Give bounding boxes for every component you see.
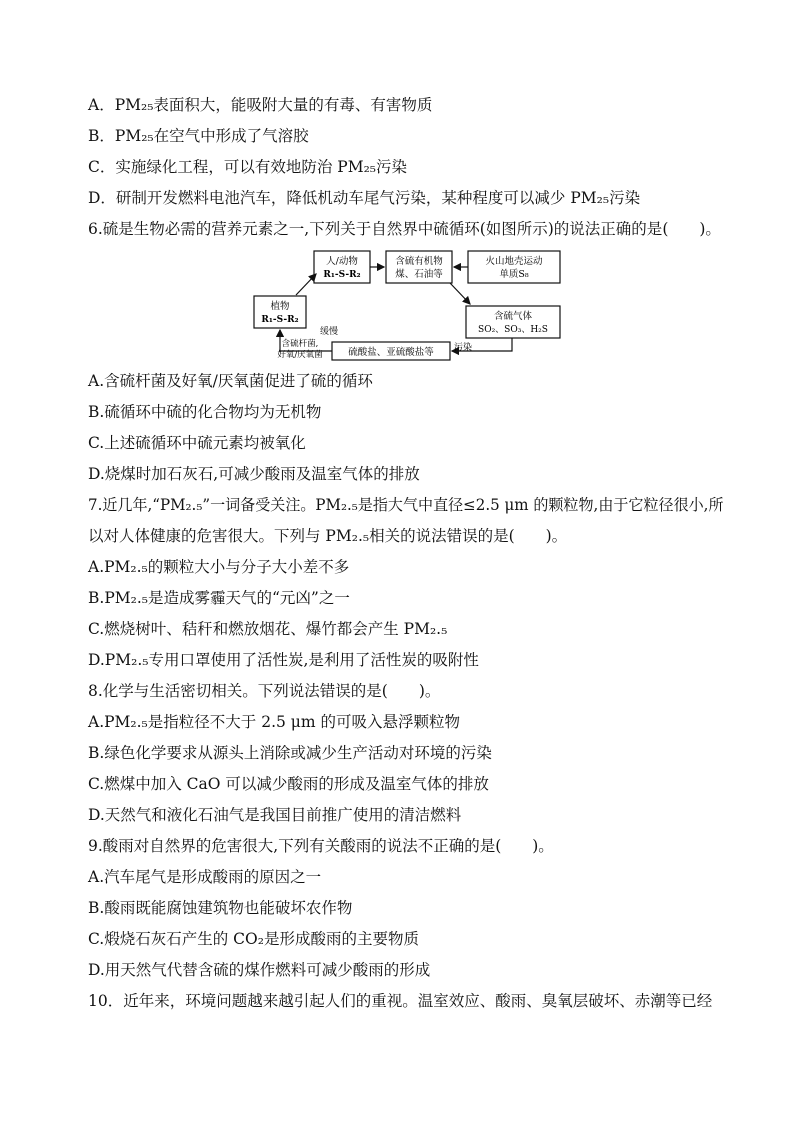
label-salt: 硫酸盐、亚硫酸盐等 xyxy=(348,347,434,358)
option-b-q5: B．PM₂₅在空气中形成了气溶胶 xyxy=(88,127,309,145)
option-b-q6: B.硫循环中硫的化合物均为无机物 xyxy=(88,403,322,421)
label-pollution: 污染 xyxy=(454,343,473,353)
label-plant-2: R₁-S-R₂ xyxy=(261,315,299,325)
option-c-q8: C.燃煤中加入 CaO 可以减少酸雨的形成及温室气体的排放 xyxy=(88,775,489,793)
option-a-q7: A.PM₂.₅的颗粒大小与分子大小差不多 xyxy=(88,558,350,576)
option-d-q8: D.天然气和液化石油气是我国目前推广使用的清洁燃料 xyxy=(88,806,462,824)
label-organic-1: 含硫有机物 xyxy=(395,256,443,267)
label-animal-2: R₁-S-R₂ xyxy=(323,270,361,280)
option-c-q5: C．实施绿化工程，可以有效地防治 PM₂₅污染 xyxy=(88,158,408,176)
question-10-stem: 10．近年来，环境问题越来越引起人们的重视。温室效应、酸雨、臭氧层破坏、赤潮等已经 xyxy=(88,992,713,1010)
option-b-q7: B.PM₂.₅是造成雾霾天气的“元凶”之一 xyxy=(88,589,350,607)
option-d-q9: D.用天然气代替含硫的煤作燃料可减少酸雨的形成 xyxy=(88,961,431,979)
label-slow: 缓慢 xyxy=(320,327,339,337)
option-c-q6: C.上述硫循环中硫元素均被氧化 xyxy=(88,434,306,452)
label-volcano-1: 火山地壳运动 xyxy=(485,256,543,267)
question-7-stem-2: 以对人体健康的危害很大。下列与 PM₂.₅相关的说法错误的是( )。 xyxy=(88,527,568,545)
question-8-stem: 8.化学与生活密切相关。下列说法错误的是( )。 xyxy=(88,682,441,700)
label-bacteria-2: 好氧/厌氧菌 xyxy=(277,350,323,360)
option-a-q5: A．PM₂₅表面积大，能吸附大量的有毒、有害物质 xyxy=(88,96,433,114)
option-b-q9: B.酸雨既能腐蚀建筑物也能破坏农作物 xyxy=(88,899,353,917)
option-c-q9: C.煅烧石灰石产生的 CO₂是形成酸雨的主要物质 xyxy=(88,930,419,948)
question-9-stem: 9.酸雨对自然界的危害很大,下列有关酸雨的说法不正确的是( )。 xyxy=(88,837,554,855)
label-gas-2: SO₂、SO₃、H₂S xyxy=(478,325,548,335)
label-gas-1: 含硫气体 xyxy=(493,311,533,322)
option-a-q6: A.含硫杆菌及好氧/厌氧菌促进了硫的循环 xyxy=(88,372,373,390)
question-7-stem-1: 7.近几年,“PM₂.₅”一词备受关注。PM₂.₅是指大气中直径≤2.5 μm 的颗粒物,由于它粒径很小,所 xyxy=(88,496,724,514)
sulfur-cycle-diagram xyxy=(250,248,570,364)
label-organic-2: 煤、石油等 xyxy=(395,269,443,280)
option-a-q8: A.PM₂.₅是指粒径不大于 2.5 μm 的可吸入悬浮颗粒物 xyxy=(88,713,460,731)
label-volcano-2: 单质S₈ xyxy=(499,269,529,280)
option-d-q5: D．研制开发燃料电池汽车，降低机动车尾气污染，某种程度可以减少 PM₂₅污染 xyxy=(88,189,641,207)
option-d-q6: D.烧煤时加石灰石,可减少酸雨及温室气体的排放 xyxy=(88,465,420,483)
arrow-organic-to-gas xyxy=(450,283,470,304)
option-d-q7: D.PM₂.₅专用口罩使用了活性炭,是利用了活性炭的吸附性 xyxy=(88,651,479,669)
label-plant-1: 植物 xyxy=(270,301,290,312)
option-b-q8: B.绿色化学要求从源头上消除或减少生产活动对环境的污染 xyxy=(88,744,492,762)
option-c-q7: C.燃烧树叶、秸秆和燃放烟花、爆竹都会产生 PM₂.₅ xyxy=(88,620,448,638)
option-a-q9: A.汽车尾气是形成酸雨的原因之一 xyxy=(88,868,322,886)
label-bacteria-1: 含硫杆菌, xyxy=(281,339,319,349)
arrow-plant-to-animal xyxy=(296,274,316,295)
label-animal-1: 人/动物 xyxy=(326,256,358,267)
question-6-stem: 6.硫是生物必需的营养元素之一,下列关于自然界中硫循环(如图所示)的说法正确的是( )。 xyxy=(88,220,721,238)
